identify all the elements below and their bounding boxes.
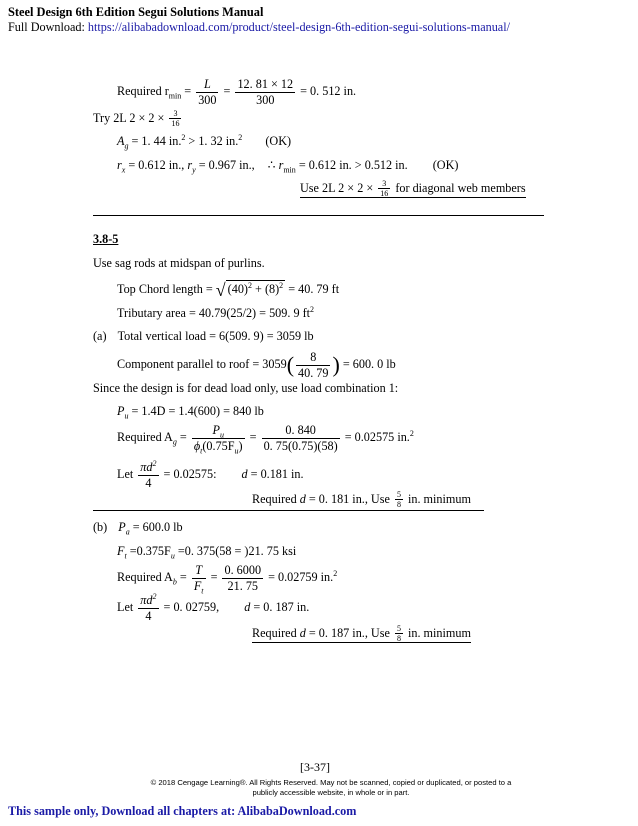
fraction-denominator: 300 xyxy=(256,92,275,107)
download-promo-link[interactable]: This sample only, Download all chapters at: AlibabaDownload.com xyxy=(8,804,357,818)
use-tail: for diagonal web members xyxy=(392,181,526,196)
total-vertical-load: Total vertical load = 6(509. 9) = 3059 lb xyxy=(117,329,314,343)
equals-sign: = xyxy=(179,430,187,445)
ag-value-fraction xyxy=(262,424,340,453)
component-parallel-line: Component parallel to roof = 3059( $\frac{8}{40. 79}$ ) = 600. 0 lb xyxy=(117,350,396,380)
ft-value: =0. 375(58 = )21. 75 ksi xyxy=(177,544,297,558)
required-label: Required xyxy=(252,626,300,641)
let-d-line-2: Let $\frac{\pi d^2}{4}$ = 0. 02759, d = 0. 187 in. xyxy=(117,591,310,623)
fraction-denominator: 300 xyxy=(198,92,217,107)
required-ag-line: Required $A_g$ = $\frac{P_u}{\phi_t(0.75F_u)}$ = $\frac{0. 840}{0. 75(0.75)(58)}$ = 0.02575 in.$^2$ xyxy=(117,423,414,456)
sqrt-term-1: (40) xyxy=(227,282,248,296)
let-value: = 0.02575: xyxy=(163,467,217,482)
fraction-numerator: 5 xyxy=(396,624,401,633)
pa-value: = 600.0 lb xyxy=(132,520,183,534)
required-ag-label: Required A xyxy=(117,430,173,445)
required-d-value: = 0. 181 in., Use xyxy=(305,492,393,507)
fraction-denominator: 4 xyxy=(145,475,152,490)
fraction-numerator: 3 xyxy=(378,180,390,189)
ry-value: = 0.967 in., xyxy=(198,158,255,172)
required-rmin-equation xyxy=(117,78,356,107)
fraction-denominator: 40. 79 xyxy=(298,365,329,380)
ag-value: = 1. 44 in. xyxy=(131,134,182,148)
pi-d-squared-fraction: $\frac{\pi d^2}{4}$ xyxy=(140,458,157,490)
part-b-line: (b) $P_a = 600.0$ lb xyxy=(93,520,183,537)
ft-line: $F_t =0.375F_u =0$. 375(58 = )21. 75 ksi xyxy=(117,544,297,561)
therefore-symbol: ∴ xyxy=(267,158,276,172)
d-result: = 0.181 in. xyxy=(250,467,304,482)
required-d-result-1: Required d = 0. 181 in., Use $\frac{5}{8}$ in. minimum xyxy=(252,490,471,510)
fraction-numerator: L xyxy=(196,78,218,93)
required-label: Required xyxy=(252,492,300,507)
pu-symbol: $P_u$ xyxy=(117,404,129,421)
ag-result: = 0.02575 in. xyxy=(344,430,410,445)
copyright-notice: © 2018 Cengage Learning®. All Rights Reserved. May not be scanned, copied or duplicated, or posted to a publicly accessible website, in whole or in part. xyxy=(150,778,512,798)
sqrt-term-2: + (8) xyxy=(251,282,280,296)
section-divider xyxy=(93,215,544,216)
required-d-value: = 0. 187 in., Use xyxy=(305,626,393,641)
rx-value: = 0.612 in., xyxy=(128,158,185,172)
ab-result: = 0.02759 in. xyxy=(268,570,334,585)
five-eighths-fraction xyxy=(395,491,403,510)
area-check-line: $A_g = 1$. 44 in.$^2$ > 1. 32 in.$^2$ (OK) xyxy=(117,132,292,151)
fraction-numerator: 3 xyxy=(169,110,181,119)
top-chord-label: Top Chord length = xyxy=(117,282,216,296)
let-value: = 0. 02759, xyxy=(163,600,220,615)
tributary-area-text: Tributary area = 40.79(25/2) = 509. 9 ft xyxy=(117,306,311,320)
rmin-label: Required r xyxy=(117,84,169,99)
fraction-denominator: 8 xyxy=(396,634,401,644)
l-over-300-fraction xyxy=(196,78,218,107)
try-section-line xyxy=(93,110,183,129)
minimum-text: in. minimum xyxy=(404,626,471,641)
pu-value: = 1.4D = 1.4(600) = 840 lb xyxy=(131,404,264,418)
three-sixteenths-fraction xyxy=(378,180,390,199)
component-label: Component parallel to roof = 3059 xyxy=(117,357,287,372)
download-link[interactable]: https://alibabadownload.com/product/steel-design-6th-edition-segui-solutions-manual/ xyxy=(87,20,510,34)
page-number: [3-37] xyxy=(300,760,330,774)
top-chord-result: = 40. 79 ft xyxy=(288,282,340,296)
component-result: = 600. 0 lb xyxy=(342,357,396,372)
square-root: √ $(40)^2 + (8)^2$ xyxy=(215,280,284,300)
value-fraction xyxy=(235,78,295,107)
part-a-line xyxy=(93,330,314,342)
five-eighths-fraction xyxy=(395,625,403,644)
slope-fraction xyxy=(296,351,330,380)
fraction-numerator: 8 xyxy=(296,351,330,366)
part-a-label: (a) xyxy=(93,329,107,343)
t-over-ft-fraction: $\frac{T}{F_t}$ xyxy=(193,563,204,596)
document-title: Steel Design 6th Edition Segui Solutions Manual xyxy=(8,5,264,19)
minimum-text: in. minimum xyxy=(404,492,471,507)
intro-text: Use sag rods at midspan of purlins. xyxy=(93,256,265,270)
required-ab-line: Required $A_b$ = $\frac{T}{F_t}$ = $\frac{0. 6000}{21. 75}$ = 0.02759 in.$^2$ xyxy=(117,563,338,596)
use-section-result xyxy=(300,180,526,199)
fraction-denominator: 4 xyxy=(145,608,152,623)
fraction-numerator: T xyxy=(192,564,206,579)
load-combination-text: Since the design is for dead load only, use load combination 1: xyxy=(93,381,399,395)
result-underline-1 xyxy=(93,510,484,511)
problem-number: 3.8-5 xyxy=(93,232,119,246)
equals-sign: = xyxy=(210,570,218,585)
rmin-result: = 0. 512 in. xyxy=(300,84,357,99)
equals-sign: = xyxy=(249,430,257,445)
tributary-area-line: Tributary area = 40.79(25/2) = 509. 9 $ft^2$ xyxy=(117,304,315,320)
three-sixteenths-fraction xyxy=(169,110,181,129)
radius-check-line xyxy=(117,158,459,175)
ab-value-fraction xyxy=(222,564,263,593)
pi-d: πd xyxy=(140,593,153,607)
rmin-subscript: min xyxy=(283,165,296,175)
fraction-numerator: 0. 840 xyxy=(262,424,340,439)
d-result: = 0. 187 in. xyxy=(253,600,310,615)
fraction-denominator: 0. 75(0.75)(58) xyxy=(263,438,338,453)
top-chord-length-line xyxy=(117,281,339,299)
ag-symbol: $A_g$ xyxy=(117,134,129,151)
den-tail: (0.75F xyxy=(202,438,235,453)
ag-compare: > 1. 32 in. xyxy=(185,134,239,148)
pi-d-squared-fraction: $\frac{\pi d^2}{4}$ xyxy=(140,591,157,623)
fraction-denominator: 8 xyxy=(396,500,401,510)
fraction-numerator: 5 xyxy=(396,490,401,499)
pu-over-phi-fraction: $\frac{P_u}{\phi_t(0.75F_u)}$ xyxy=(193,423,243,456)
equals-sign: = xyxy=(223,84,231,99)
required-ab-label: Required A xyxy=(117,570,173,585)
ry-symbol: $r_y$ xyxy=(187,158,196,175)
equals-sign: = xyxy=(179,570,187,585)
ok-label: (OK) xyxy=(432,158,459,172)
part-b-label: (b) xyxy=(93,520,108,534)
use-text: Use 2L 2 × 2 × xyxy=(300,181,377,196)
required-d-underlined: Required d = 0. 187 in., Use $\frac{5}{8}$ in. minimum xyxy=(252,624,471,644)
let-d-line-1: Let $\frac{\pi d^2}{4}$ = 0.02575: d = 0.181 in. xyxy=(117,458,304,490)
fraction-numerator: 12. 81 × 12 xyxy=(237,77,294,91)
fraction-denominator: 16 xyxy=(171,119,180,129)
fraction-numerator: 0. 6000 xyxy=(224,563,262,577)
rmin-symbol: r xyxy=(278,158,284,172)
pi-d: πd xyxy=(140,460,153,474)
use-section-underlined xyxy=(300,181,526,198)
ok-label: (OK) xyxy=(265,134,292,148)
fraction-denominator: 21. 75 xyxy=(227,578,258,593)
rx-symbol: $r_x$ xyxy=(117,158,126,175)
equals-sign: = xyxy=(184,84,192,99)
let-label: Let xyxy=(117,467,134,482)
rmin-check-value: = 0.612 in. > 0.512 in. xyxy=(298,158,408,172)
rmin-subscript: min xyxy=(168,91,182,101)
full-download-line xyxy=(8,21,510,33)
fraction-denominator: 16 xyxy=(380,189,389,199)
ft-formula: =0.375F xyxy=(129,544,171,558)
required-d-result-2 xyxy=(252,625,471,644)
download-prefix: Full Download: xyxy=(8,20,88,34)
let-label: Let xyxy=(117,600,134,615)
pu-line xyxy=(117,404,264,421)
try-text: Try 2L 2 × 2 × xyxy=(93,111,168,126)
